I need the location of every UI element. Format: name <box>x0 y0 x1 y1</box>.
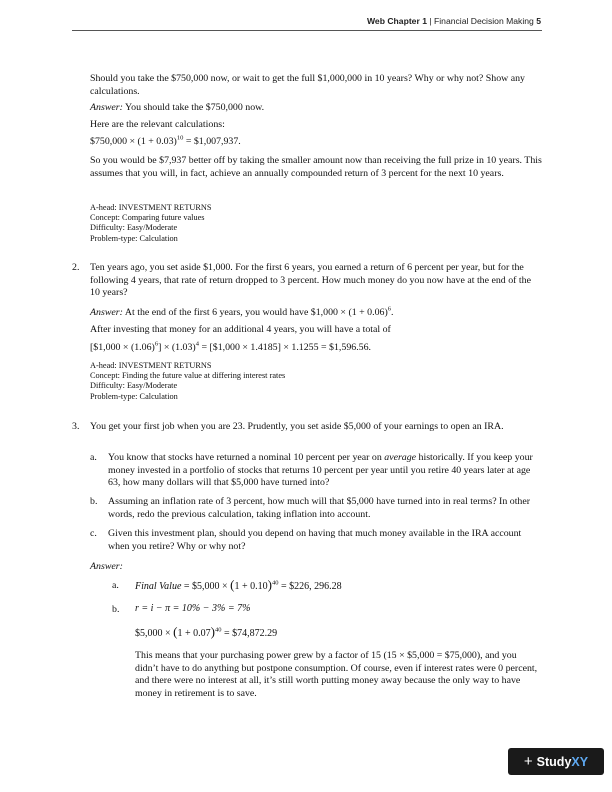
logo-brand: Study <box>536 754 572 769</box>
q1-calc-exponent: 10 <box>176 134 184 142</box>
q3-ans-b-label: b. <box>112 604 120 615</box>
header-separator: | <box>429 16 432 26</box>
q2-answer-text: At the end of the first 6 years, you would have $1,000 × (1 + 0.06) <box>124 307 388 318</box>
q3-answer-label: Answer: <box>90 561 123 572</box>
q2-answer-exponent: 6 <box>387 305 392 313</box>
final-value-equation <box>135 578 342 594</box>
meta-problem-type: Problem-type: Calculation <box>90 233 178 243</box>
q1-question: Should you take the $750,000 now, or wait to get the full $1,000,000 in 10 years? Why or why not? Show any calculations. <box>90 73 525 97</box>
q2-line2: After investing that money for an additional 4 years, you will have a total of <box>90 324 391 335</box>
q3-part-a-text1: You know that stocks have returned a nominal 10 percent per year on <box>108 452 385 463</box>
q3-ans-a-label: a. <box>112 580 119 591</box>
q3-part-a <box>108 452 542 490</box>
eq-base: 1 + 0.07 <box>177 628 211 639</box>
header-rule <box>72 30 542 31</box>
real-rate-text: r = i − π = 10% − 3% = 7% <box>135 603 251 614</box>
open-paren: ( <box>173 624 178 639</box>
eq-part: = $5,000 × <box>181 581 231 592</box>
q1-calc-part: $750,000 × (1 + 0.03) <box>90 136 177 147</box>
q1-conclusion: So you would be $7,937 better off by taking the smaller amount now than receiving the full prize in 10 years. This assumes that you will, in fact, achieve an annually compounded return of 3 percent for the next 10 years. <box>90 155 542 179</box>
answer-label: Answer: <box>90 307 123 318</box>
q2-calc-part1: [$1,000 × (1.06) <box>90 342 155 353</box>
eq-exponent: 40 <box>214 626 222 634</box>
close-paren: ) <box>267 577 272 592</box>
q1-answer <box>90 102 542 115</box>
q3-part-b-label: b. <box>90 496 98 507</box>
final-value-label: Final Value <box>135 581 182 592</box>
q2-answer-end: . <box>391 307 394 318</box>
real-value-equation <box>135 625 277 641</box>
eq-part: $5,000 × <box>135 628 174 639</box>
eq-exponent: 40 <box>272 579 279 587</box>
q1-calc-intro: Here are the relevant calculations: <box>90 119 225 130</box>
q3-part-a-text2: historically. If you keep your money invested in a portfolio of stocks that returns 10 percent per year until you retire 40 years later at age 63, how many dollars will that $5,000 have turned into? <box>108 452 533 489</box>
q1-answer-text: You should take the $750,000 now. <box>125 102 265 113</box>
q2-calc <box>90 342 542 355</box>
meta-ahead: A-head: INVESTMENT RETURNS <box>90 361 212 370</box>
q2-answer <box>90 307 542 320</box>
meta-concept: Concept: Finding the future value at differing interest rates <box>90 371 286 381</box>
close-paren: ) <box>210 624 215 639</box>
q1-meta <box>90 203 212 244</box>
meta-concept: Concept: Comparing future values <box>90 213 205 223</box>
open-paren: ( <box>230 577 235 592</box>
q2-calc-part2: ] × (1.03) <box>158 342 196 353</box>
q3-part-a-label: a. <box>90 452 97 463</box>
q2-calc-exp2: 4 <box>195 340 199 348</box>
q3-part-c: Given this investment plan, should you depend on having that much money available in the IRA account when you retire? Why or why not? <box>108 528 522 552</box>
real-rate-equation <box>135 602 250 616</box>
eq-result: = $74,872.29 <box>221 628 278 639</box>
running-header <box>367 16 541 26</box>
meta-ahead: A-head: INVESTMENT RETURNS <box>90 203 212 212</box>
q2-number: 2. <box>72 262 80 273</box>
eq-base: 1 + 0.10 <box>234 581 268 592</box>
meta-difficulty: Difficulty: Easy/Moderate <box>90 223 178 233</box>
meta-difficulty: Difficulty: Easy/Moderate <box>90 381 178 391</box>
q3-explanation: This means that your purchasing power grew by a factor of 15 (15 × $5,000 = $75,000), and you didn’t have to do anything but postpone consumption. Of course, even if interest rates were 0 percent, and there were no interest at all, it’s still worth putting money away because the only way to have money in retirement is to save. <box>135 650 538 699</box>
q1-calc <box>90 136 542 149</box>
answer-label: Answer: <box>90 102 123 113</box>
q2-calc-part3: = [$1,000 × 1.4185] × 1.1255 = $1,596.56. <box>198 342 372 353</box>
q3-part-b: Assuming an inflation rate of 3 percent, how much will that $5,000 have turned into in real terms? In other words, redo the previous calculation, taking inflation into account. <box>108 496 531 520</box>
q3-part-c-label: c. <box>90 528 97 539</box>
header-title: Financial Decision Making <box>434 16 534 26</box>
q3-part-a-emphasis: average <box>384 452 417 463</box>
q2-meta <box>90 361 285 402</box>
page-number: 5 <box>536 16 541 26</box>
logo-brand-accent: XY <box>571 754 589 769</box>
studyxy-logo <box>508 748 604 775</box>
q3-question: You get your first job when you are 23. Prudently, you set aside $5,000 of your earnings to open an IRA. <box>90 421 504 432</box>
chapter-label: Web Chapter 1 <box>366 16 427 26</box>
meta-problem-type: Problem-type: Calculation <box>90 391 178 401</box>
q1-calc-result: = $1,007,937. <box>183 136 241 147</box>
eq-result: = $226, 296.28 <box>278 581 342 592</box>
plus-icon: + <box>523 753 533 770</box>
q2-calc-exp1: 6 <box>154 340 159 348</box>
q2-question: Ten years ago, you set aside $1,000. For the first 6 years, you earned a return of 6 percent per year, but for the following 4 years, that rate of return dropped to 3 percent. How much money do you now have at the end of the 10 years? <box>90 262 531 299</box>
q3-number: 3. <box>72 421 80 432</box>
